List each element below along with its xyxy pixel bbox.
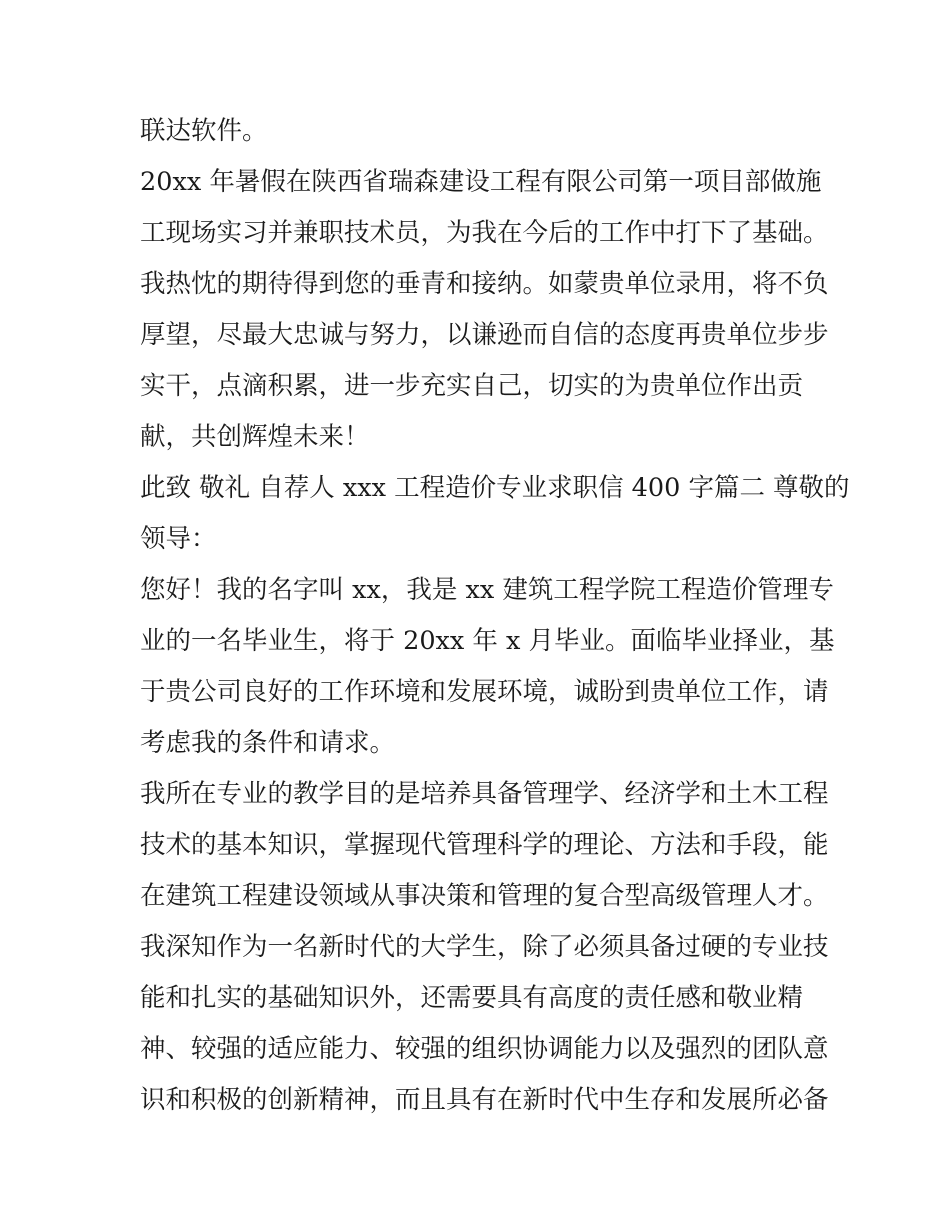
text-line: 我热忱的期待得到您的垂青和接纳。如蒙贵单位录用，将不负 — [140, 269, 829, 299]
text-line: 在建筑工程建设领域从事决策和管理的复合型高级管理人才。 — [140, 881, 829, 911]
text-line: 您好！我的名字叫 xx，我是 xx 建筑工程学院工程造价管理专 — [140, 575, 834, 605]
text-line: 我所在专业的教学目的是培养具备管理学、经济学和土木工程 — [140, 779, 829, 809]
text-line: 领导： — [140, 524, 217, 554]
text-line: 能和扎实的基础知识外，还需要具有高度的责任感和敬业精 — [140, 983, 804, 1013]
document-body — [140, 106, 850, 1126]
text-line: 此致 敬礼 自荐人 xxx 工程造价专业求职信 400 字篇二 尊敬的 — [140, 473, 850, 503]
text-line: 业的一名毕业生，将于 20xx 年 x 月毕业。面临毕业择业，基 — [140, 626, 835, 656]
text-line: 于贵公司良好的工作环境和发展环境，诚盼到贵单位工作，请 — [140, 677, 829, 707]
text-line: 识和积极的创新精神，而且具有在新时代中生存和发展所必备 — [140, 1085, 829, 1115]
text-line: 20xx 年暑假在陕西省瑞森建设工程有限公司第一项目部做施 — [140, 167, 822, 197]
text-line: 厚望，尽最大忠诚与努力，以谦逊而自信的态度再贵单位步步 — [140, 320, 829, 350]
text-line: 考虑我的条件和请求。 — [140, 728, 396, 758]
text-line: 神、较强的适应能力、较强的组织协调能力以及强烈的团队意 — [140, 1034, 829, 1064]
text-line: 联达软件。 — [140, 116, 268, 146]
text-line: 献，共创辉煌未来！ — [140, 422, 370, 452]
text-line: 实干，点滴积累，进一步充实自己，切实的为贵单位作出贡 — [140, 371, 804, 401]
text-line: 技术的基本知识，掌握现代管理科学的理论、方法和手段，能 — [140, 830, 829, 860]
text-line: 我深知作为一名新时代的大学生，除了必须具备过硬的专业技 — [140, 932, 829, 962]
text-line: 工现场实习并兼职技术员，为我在今后的工作中打下了基础。 — [140, 218, 829, 248]
